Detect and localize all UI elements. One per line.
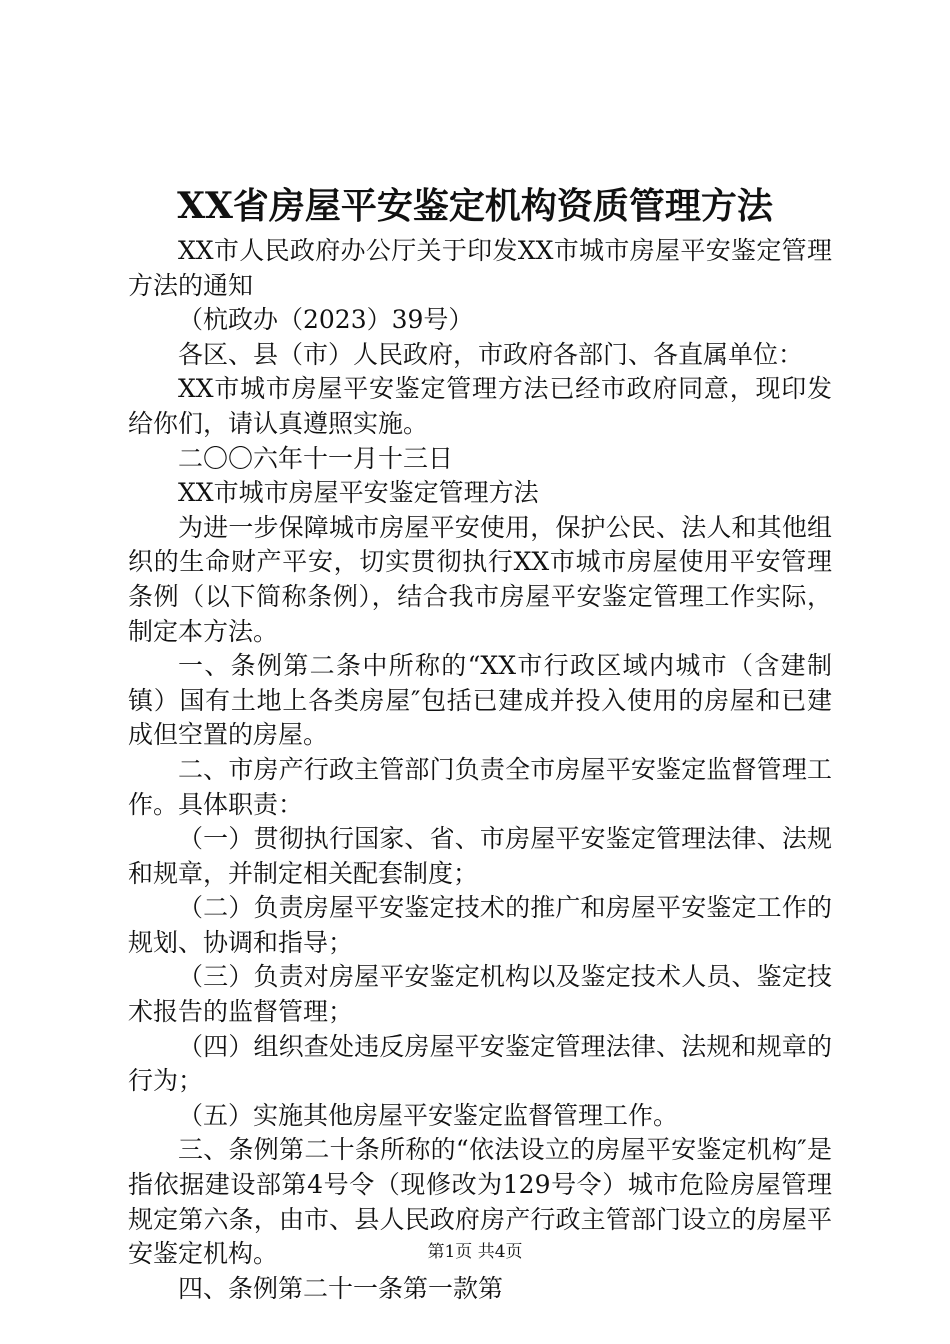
paragraph: （一）贯彻执行国家、省、市房屋平安鉴定管理法律、法规和规章，并制定相关配套制度；: [128, 824, 832, 888]
paragraph: 四、条例第二十一条第一款第: [178, 1273, 504, 1303]
paragraph: 各区、县（市）人民政府，市政府各部门、各直属单位：: [178, 339, 804, 369]
paragraph: XX市人民政府办公厅关于印发XX市城市房屋平安鉴定管理方法的通知: [128, 236, 832, 300]
paragraph: （五）实施其他房屋平安鉴定监督管理工作。: [178, 1100, 679, 1130]
paragraph: 二、市房产行政主管部门负责全市房屋平安鉴定监督管理工作。具体职责：: [128, 754, 832, 819]
paragraph: XX市城市房屋平安鉴定管理方法已经市政府同意，现印发给你们，请认真遵照实施。: [128, 374, 832, 438]
page-number-footer: 第1页 共4页: [427, 1242, 523, 1262]
paragraph: （三）负责对房屋平安鉴定机构以及鉴定技术人员、鉴定技术报告的监督管理；: [128, 962, 832, 1027]
paragraph: 二〇〇六年十一月十三日: [178, 443, 454, 473]
paragraph: 三、条例第二十条所称的“依法设立的房屋平安鉴定机构″是指依据建设部第4号令（现修改为129号令）城市危险房屋管理规定第六条，由市、县人民政府房产行政主管部门设立的房屋平安鉴定机构。: [128, 1135, 832, 1269]
paragraph: （杭政办（2023）39号）: [178, 305, 474, 335]
paragraph: XX市城市房屋平安鉴定管理方法: [178, 478, 539, 508]
paragraph: （四）组织查处违反房屋平安鉴定管理法律、法规和规章的行为；: [128, 1031, 832, 1096]
document-body: [128, 234, 832, 1306]
paragraph: （二）负责房屋平安鉴定技术的推广和房屋平安鉴定工作的规划、协调和指导；: [128, 893, 832, 957]
document-title: XX省房屋平安鉴定机构资质管理方法: [177, 185, 773, 227]
paragraph: 为进一步保障城市房屋平安使用，保护公民、法人和其他组织的生命财产平安，切实贯彻执行XX市城市房屋使用平安管理条例（以下简称条例），结合我市房屋平安鉴定管理工作实际，制定本方法。: [128, 512, 832, 646]
paragraph: 一、条例第二条中所称的“XX市行政区域内城市（含建制镇）国有土地上各类房屋″包括已建成并投入使用的房屋和已建成但空置的房屋。: [128, 651, 832, 750]
